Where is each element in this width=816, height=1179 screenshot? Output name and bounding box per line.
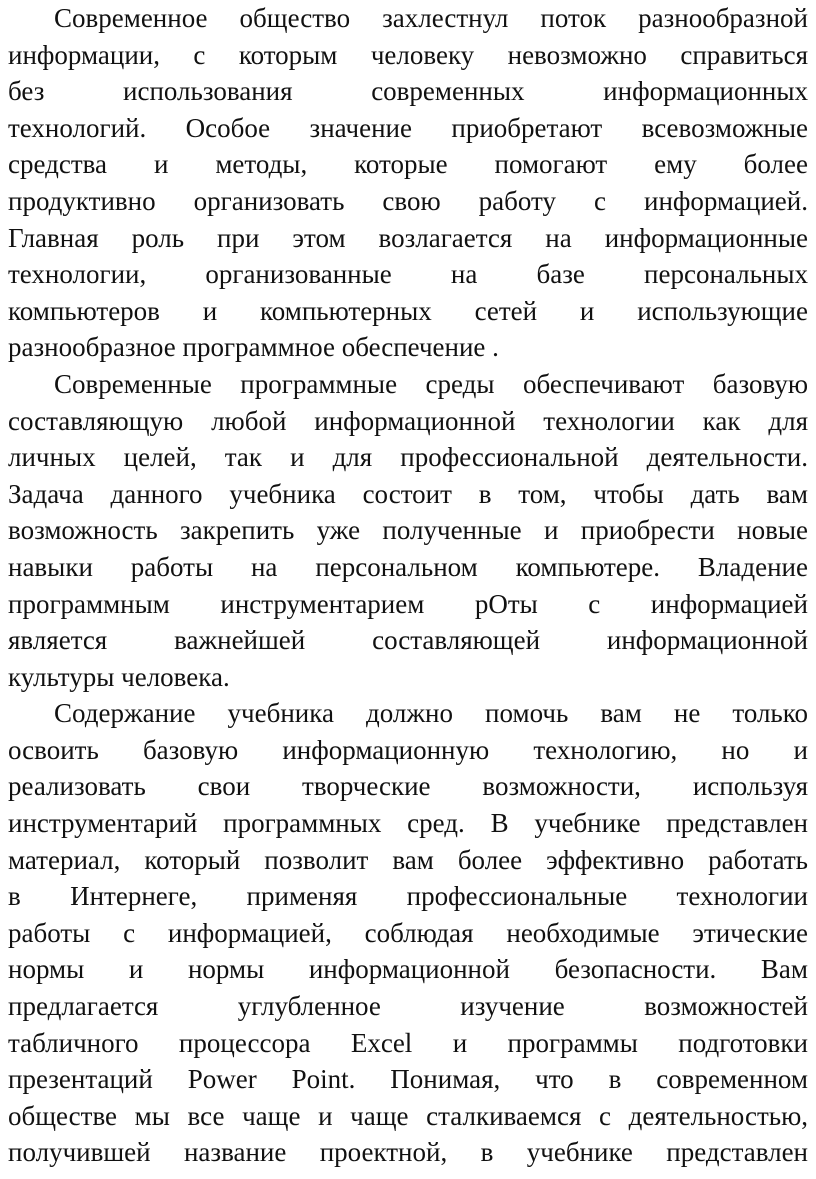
text-line: реализовать свои творческие возможности, используя xyxy=(8,771,808,802)
paragraph-1 xyxy=(8,0,808,366)
text-line: составляющую любой информационной технологии как для xyxy=(8,405,808,436)
text-line: является важнейшей составляющей информационной xyxy=(8,625,808,656)
text-line: технологии, организованные на базе персональных xyxy=(8,259,808,290)
text-line: табличного процессора Excel и программы подготовки xyxy=(8,1027,808,1058)
text-line: навыки работы на персональном компьютере. Владение xyxy=(8,551,808,582)
text-line: освоить базовую информационную технологию, но и xyxy=(8,734,808,765)
text-line: информации, с которым человеку невозможно справиться xyxy=(8,39,808,70)
text-line: культуры человека. xyxy=(8,661,230,692)
text-line: разнообразное программное обеспечение . xyxy=(8,332,499,363)
text-line: Современное общество захлестнул поток разнообразной xyxy=(54,3,808,33)
text-line: предлагается углубленное изучение возможностей xyxy=(8,991,808,1022)
text-line: технологий. Особое значение приобретают всевозможные xyxy=(8,112,808,143)
text-line: обществе мы все чаще и чаще сталкиваемся с деятельностью, xyxy=(8,1100,808,1131)
text-line: презентаций Power Point. Понимая, что в современном xyxy=(8,1064,808,1095)
paragraph-3 xyxy=(8,695,808,1171)
text-line: в Интернеге, применяя профессиональные технологии xyxy=(8,881,808,912)
text-line: компьютеров и компьютерных сетей и использующие xyxy=(8,295,808,326)
text-line: продуктивно организовать свою работу с информацией. xyxy=(8,185,808,216)
text-line: личных целей, так и для профессиональной деятельности. xyxy=(8,442,808,473)
text-line: получившей название проектной, в учебнике представлен xyxy=(8,1137,808,1168)
text-line: без использования современных информационных xyxy=(8,76,808,107)
text-line: возможность закрепить уже полученные и приобрести новые xyxy=(8,515,808,546)
text-line: Содержание учебника должно помочь вам не только xyxy=(54,698,808,729)
text-line: нормы и нормы информационной безопасности. Вам xyxy=(8,954,808,985)
text-line: программным инструментарием рОты с информацией xyxy=(8,588,808,619)
text-line: средства и методы, которые помогают ему более xyxy=(8,149,808,180)
text-line: Задача данного учебника состоит в том, чтобы дать вам xyxy=(8,478,808,509)
text-line: инструментарий программных сред. В учебнике представлен xyxy=(8,808,808,839)
text-line: работы с информацией, соблюдая необходимые этические xyxy=(8,917,808,948)
text-line: материал, который позволит вам более эффективно работать xyxy=(8,844,808,875)
paragraph-2 xyxy=(8,366,808,695)
text-line: Главная роль при этом возлагается на информационные xyxy=(8,222,808,253)
text-line: Современные программные среды обеспечивают базовую xyxy=(54,368,808,399)
